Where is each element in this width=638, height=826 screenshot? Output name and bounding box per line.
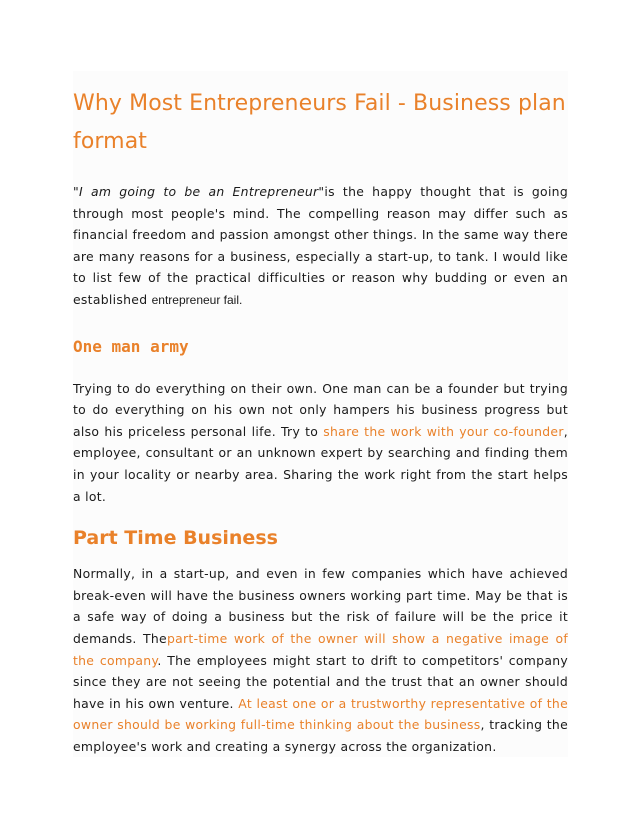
intro-quote: "I am going to be an Entrepreneur" (73, 184, 325, 199)
section-heading-part-time-business: Part Time Business (73, 527, 278, 550)
section-one-paragraph (73, 378, 568, 508)
section-one-text-before: Trying to do everything on their own. One man can be a founder but trying to do everything on his own not only hampers his business progress but also his priceless personal life. Try to (73, 380, 568, 439)
section-one-text-after: , employee, consultant or an unknown expert by searching and finding them in your locality or nearby area. Sharing the work right from the start helps a lot. (73, 423, 569, 504)
article-content (73, 71, 568, 757)
page-title: Why Most Entrepreneurs Fail - Business plan format (73, 91, 566, 154)
full-time-representative-link[interactable]: At least one or a trustworthy representative of the owner should be working full-time thinking about the business (73, 695, 568, 733)
section-two-text-middle: . The employees might start to drift to competitors' company since they are not seeing the potential and the trust that an owner should have in his own venture. (73, 652, 569, 711)
section-heading-one-man-army: One man army (73, 336, 189, 356)
intro-paragraph (73, 181, 568, 312)
intro-text: is the happy thought that is going through most people's mind. The compelling reason may differ such as financial freedom and passion amongst other things. In the same way there are many reasons for a business, especially a start-up, to tank. I would like to list few of the practical difficulties or reason why budding or even an established (73, 184, 569, 307)
section-two-text-before: Normally, in a start-up, and even in few companies which have achieved break-even will have the business owners working part time. May be that is a safe way of doing a business but the risk of failure will be the price it demands. The (73, 566, 568, 646)
part-time-work-link[interactable]: part-time work of the owner will show a negative image of the company (73, 630, 568, 668)
share-work-link[interactable]: share the work with your co-founder (323, 423, 564, 439)
intro-tail: entrepreneur fail. (151, 292, 243, 307)
section-two-text-after: , tracking the employee's work and creating a synergy across the organization. (73, 717, 568, 754)
section-two-paragraph (73, 563, 568, 757)
